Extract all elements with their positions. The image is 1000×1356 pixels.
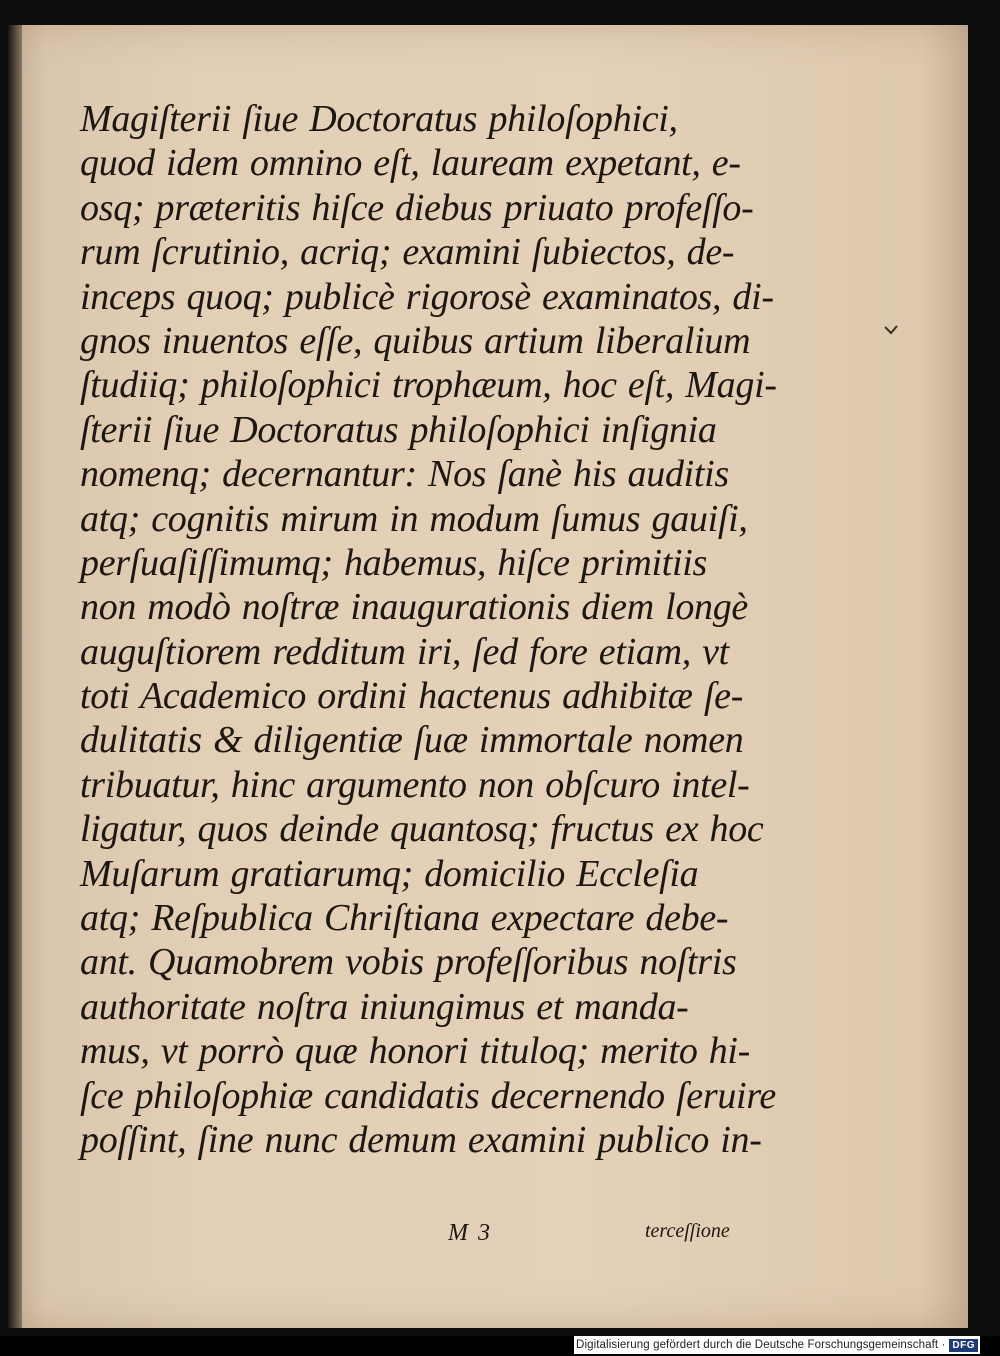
text-line: gnos inuentos eſſe, quibus artium liberalium [80,319,751,362]
signature-mark: M 3 [448,1220,492,1246]
text-line: toti Academico ordini hactenus adhibitæ ſe- [80,675,744,718]
book-page [8,25,968,1328]
text-line: inceps quoq; publicè rigorosè examinatos, di- [80,275,774,318]
text-line: ant. Quamobrem vobis profeſſoribus noſtris [80,941,737,984]
text-line: non modò noſtræ inaugurationis diem longè [80,586,748,629]
text-line: nomenq; decernantur: Nos ſanè his auditis [80,453,729,496]
text-line: ſtudiiq; philoſophici trophæum, hoc eſt, Magi- [80,364,777,407]
text-line: rum ſcrutinio, acriq; examini ſubiectos, de- [80,231,735,274]
text-line: ſterii ſiue Doctoratus philoſophici inſignia [80,408,717,451]
dfg-logo-icon[interactable]: DFG [949,1339,978,1352]
digitization-footer [574,1336,980,1354]
text-line: perſuaſiſſimumq; habemus, hiſce primitiis [80,541,707,584]
text-line: quod idem omnino eſt, lauream expetant, e- [80,142,741,185]
catchword: terceſſione [645,1220,730,1242]
page-text-block [80,97,777,1162]
text-line: osq; præteritis hiſce diebus priuato profeſſo- [80,186,754,229]
text-line: atq; Reſpublica Chriſtiana expectare debe- [80,897,729,940]
text-line: atq; cognitis mirum in modum ſumus gauiſi, [80,497,748,540]
text-line: mus, vt porrò quæ honori tituloq; merito hi- [80,1030,751,1073]
text-line: ſce philoſophiæ candidatis decernendo ſeruire [80,1074,776,1117]
text-line: dulitatis & diligentiæ ſuæ immortale nomen [80,719,744,762]
text-line: Magiſterii ſiue Doctoratus philoſophici, [80,98,678,140]
text-line: auguſtiorem redditum iri, ſed fore etiam, vt [80,630,729,673]
footer-credit: Digitalisierung gefördert durch die Deutsche Forschungsgemeinschaft · [576,1339,946,1351]
text-line: Muſarum gratiarumq; domicilio Eccleſia [80,852,699,895]
text-line: poſſint, ſine nunc demum examini publico in- [80,1118,762,1161]
text-line: authoritate noſtra iniungimus et manda- [80,985,689,1028]
ink-mark-icon [884,325,898,335]
text-line: tribuatur, hinc argumento non obſcuro intel- [80,763,750,806]
text-line: ligatur, quos deinde quantosq; fructus ex hoc [80,808,764,851]
